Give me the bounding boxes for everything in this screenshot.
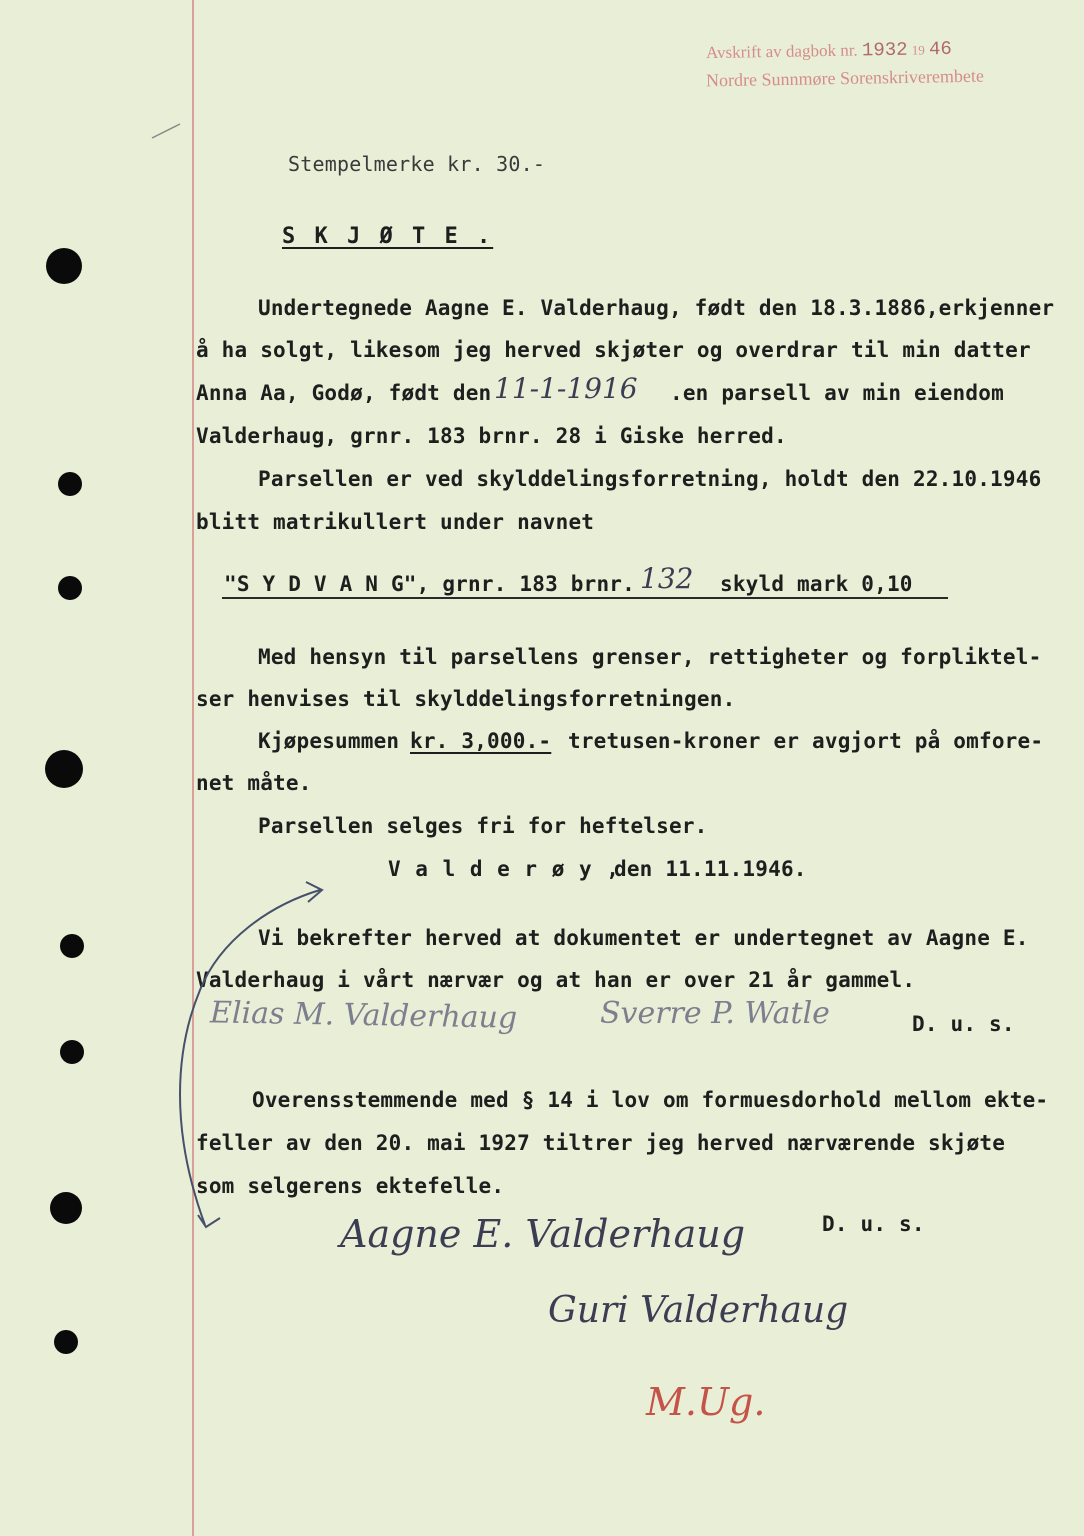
- initials-red: M.Ug.: [646, 1380, 766, 1424]
- body-line: Overensstemmende med § 14 i lov om formuesdorhold mellom ekte-: [252, 1088, 1049, 1112]
- signature-witness-1: Elias M. Valderhaug: [209, 995, 518, 1036]
- punch-hole: [60, 934, 84, 958]
- punch-hole: [58, 576, 82, 600]
- date: den 11.11.1946.: [614, 857, 807, 881]
- registry-stamp: [706, 38, 952, 64]
- stamp-prefix: Avskrift av dagbok nr.: [705, 40, 858, 63]
- body-line: ser henvises til skylddelingsforretningen.: [196, 687, 736, 711]
- punch-hole: [50, 1192, 82, 1224]
- body-line: Vi bekrefter herved at dokumentet er undertegnet av Aagne E.: [258, 926, 1029, 950]
- punch-hole: [60, 1040, 84, 1064]
- body-line: tretusen-kroner er avgjort på omfore-: [568, 729, 1044, 753]
- body-line: Kjøpesummen: [258, 729, 400, 753]
- punch-hole: [58, 472, 82, 496]
- punch-hole: [45, 750, 83, 788]
- stamp-century: 19: [911, 42, 925, 58]
- body-line: Med hensyn til parsellens grenser, rettigheter og forpliktel-: [258, 645, 1042, 669]
- signature-spouse: Guri Valderhaug: [548, 1290, 849, 1331]
- document-title: S K J Ø T E .: [282, 224, 494, 249]
- handwritten-brnr: 132: [640, 562, 694, 595]
- place: V a l d e r ø y ,: [388, 857, 620, 881]
- body-line: Anna Aa, Godø, født den: [196, 381, 492, 405]
- handwritten-birthdate: 11-1-1916: [494, 372, 638, 405]
- body-line: å ha solgt, likesom jeg herved skjøter og overdrar til min datter: [196, 338, 1031, 362]
- body-line: Parsellen er ved skylddelingsforretning, holdt den 22.10.1946: [258, 467, 1042, 491]
- body-line: Valderhaug i vårt nærvær og at han er over 21 år gammel.: [196, 968, 916, 992]
- punch-hole: [54, 1330, 78, 1354]
- purchase-amount: kr. 3,000.-: [410, 729, 552, 753]
- property-name-line: "S Y D V A N G", grnr. 183 brnr.: [224, 572, 635, 596]
- property-name-line: skyld mark 0,10: [720, 572, 913, 596]
- dus-marker: D. u. s.: [912, 1012, 1015, 1036]
- dus-marker: D. u. s.: [822, 1212, 925, 1236]
- stamp-fee: Stempelmerke kr. 30.-: [288, 152, 546, 176]
- punch-hole: [46, 248, 82, 284]
- body-line: Parsellen selges fri for heftelser.: [258, 814, 708, 838]
- margin-line: [192, 0, 194, 1536]
- underline-rule: [222, 597, 948, 599]
- stamp-year: 46: [928, 37, 953, 61]
- signature-seller: Aagne E. Valderhaug: [340, 1212, 746, 1256]
- body-line: blitt matrikullert under navnet: [196, 510, 595, 534]
- signature-witness-2: Sverre P. Watle: [600, 996, 830, 1031]
- body-line: som selgerens ektefelle.: [196, 1174, 505, 1198]
- body-line: .en parsell av min eiendom: [670, 381, 1004, 405]
- margin-tick-icon: [150, 118, 190, 158]
- bracket-arrow-icon: [160, 880, 340, 1240]
- body-line: net måte.: [196, 771, 312, 795]
- body-line: Undertegnede Aagne E. Valderhaug, født den 18.3.1886,erkjenner: [258, 296, 1055, 320]
- body-line: feller av den 20. mai 1927 tiltrer jeg herved nærværende skjøte: [196, 1131, 1006, 1155]
- journal-number: 1932: [861, 38, 908, 62]
- stamp-office: Nordre Sunnmøre Sorenskriverembete: [705, 65, 985, 91]
- body-line: Valderhaug, grnr. 183 brnr. 28 i Giske herred.: [196, 424, 787, 448]
